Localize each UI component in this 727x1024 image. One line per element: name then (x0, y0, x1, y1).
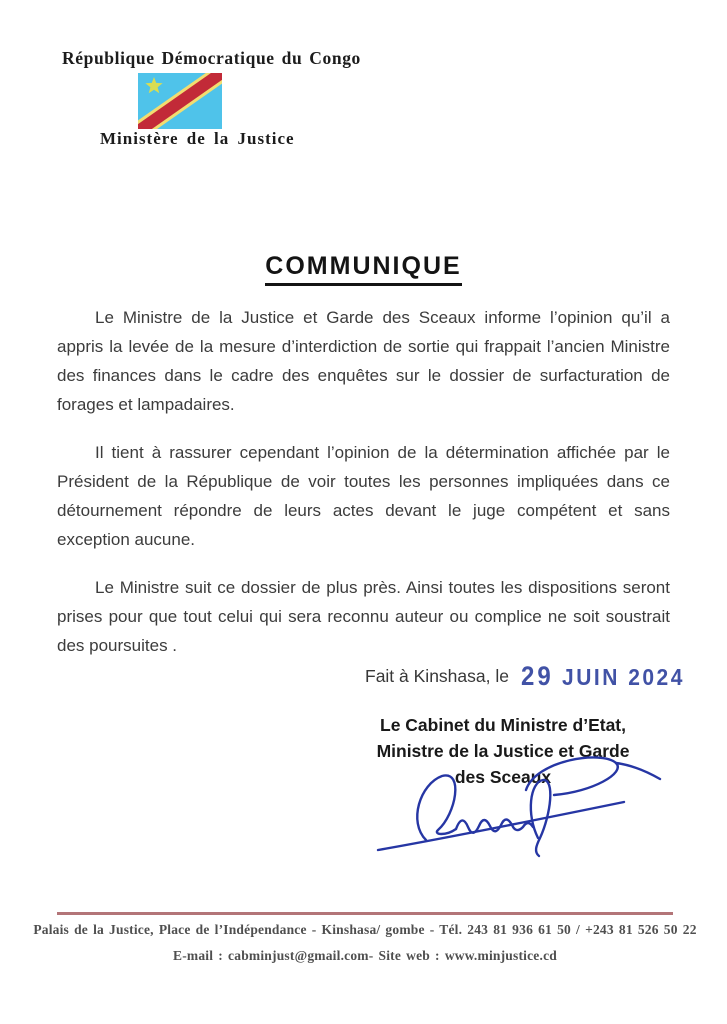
signature-line-3: des Sceaux (454, 767, 552, 787)
signature-line-1: Le Cabinet du Ministre d’Etat, (380, 715, 626, 735)
page-title-text: COMMUNIQUE (265, 252, 461, 286)
signature-line-2: Ministre de la Justice et Garde (376, 741, 630, 761)
page-title (0, 252, 727, 286)
header-ministry: Ministère de la Justice (100, 129, 295, 148)
drc-flag-icon (138, 73, 222, 129)
paragraph-3: Le Ministre suit ce dossier de plus près. Ainsi toutes les dispositions seront prises pour que tout celui qui sera reconnu auteur ou complice ne soit soustrait des poursuites . (57, 578, 670, 655)
footer-contact: E-mail : cabminjust@gmail.com- Site web : www.minjustice.cd (173, 948, 557, 963)
paragraph-1: Le Ministre de la Justice et Garde des Sceaux informe l’opinion qu’il a appris la levée de la mesure d’interdiction de sortie qui frappait l’ancien Ministre des finances dans le cadre des enquêtes sur le dossier de surfacturation de forages et lampadaires. (57, 308, 670, 414)
dateline (365, 663, 685, 691)
signature-strokes (378, 757, 660, 856)
footer-address: Palais de la Justice, Place de l’Indépendance - Kinshasa/ gombe - Tél. 243 81 936 61 50 / +243 81 526 50 22 (33, 922, 697, 937)
footer-rule (57, 912, 673, 915)
paragraph-2: Il tient à rassurer cependant l’opinion de la détermination affichée par le Président de la République de voir toutes les personnes impliquées dans ce détournement répondre de leurs actes devant le juge compétent et sans exception aucune. (57, 443, 670, 549)
dateline-prefix: Fait à Kinshasa, le (365, 666, 509, 686)
date-stamp (521, 661, 685, 692)
signature-ink (376, 744, 662, 859)
date-stamp-month-year: JUIN 2024 (562, 664, 685, 691)
date-stamp-day: 29 (520, 661, 554, 692)
header-country: République Démocratique du Congo (62, 48, 361, 68)
body-text (57, 303, 670, 679)
